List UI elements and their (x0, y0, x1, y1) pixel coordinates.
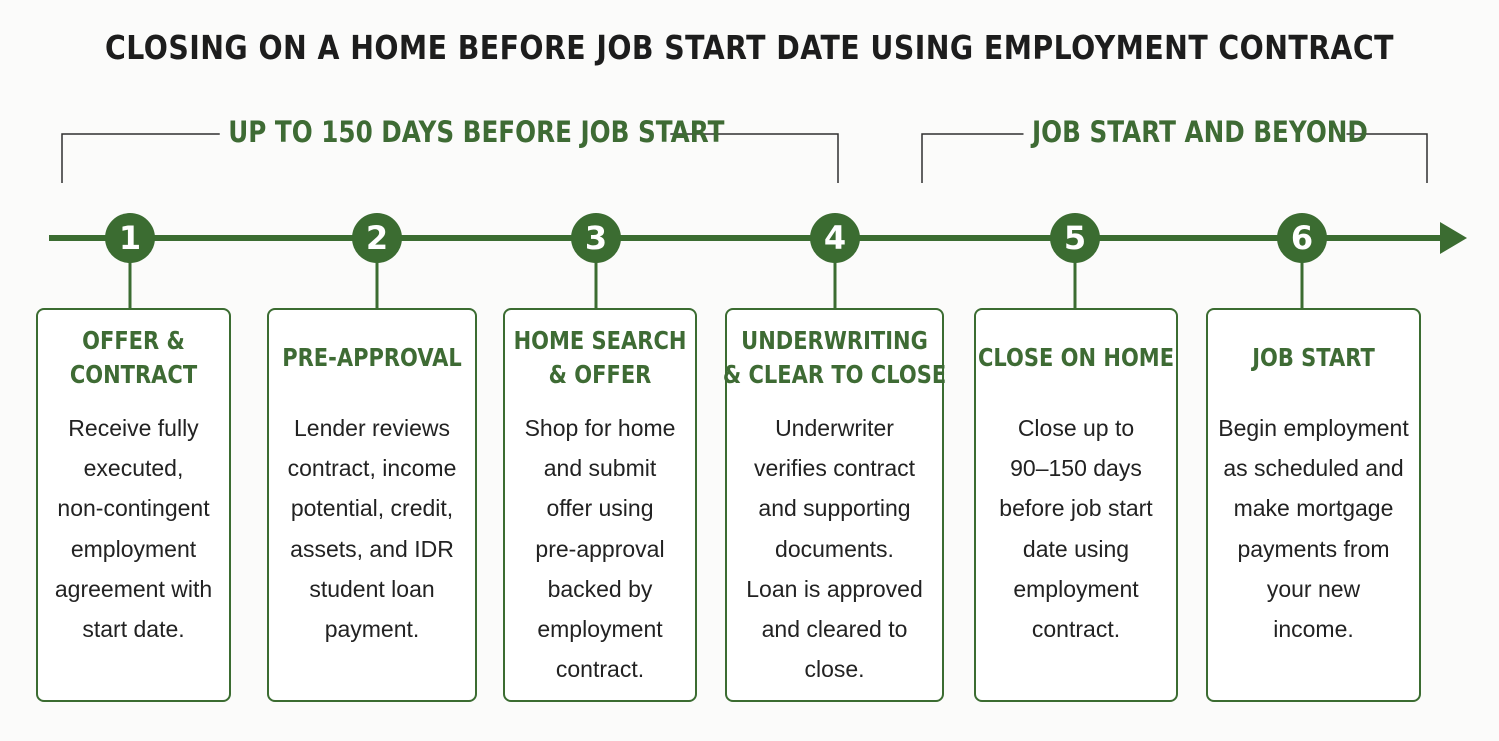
phase-label-after: JOB START AND BEYOND (1024, 112, 1347, 152)
step-2-title: PRE-APPROVAL (282, 343, 462, 372)
phase-label-before: UP TO 150 DAYS BEFORE JOB START (220, 112, 671, 152)
step-6-description: Begin employment as scheduled and make mortgage payments from your new income. (1218, 415, 1409, 643)
step-4-card (722, 308, 947, 702)
step-3-marker: 3 (571, 213, 621, 263)
step-1-card (36, 308, 231, 702)
step-2-marker: 2 (352, 213, 402, 263)
step-1-marker: 1 (105, 213, 155, 263)
step-6-marker: 6 (1277, 213, 1327, 263)
step-1-description: Receive fully executed, non-contingent employment agreement with start date. (54, 415, 213, 643)
page-title: CLOSING ON A HOME BEFORE JOB START DATE USING EMPLOYMENT CONTRACT (105, 28, 1394, 67)
step-4-description: Underwriter verifies contract and supporting documents. Loan is approved and cleared to close. (746, 415, 923, 683)
step-2-description: Lender reviews contract, income potential, credit, assets, and IDR student loan payment. (287, 415, 457, 643)
step-5-marker: 5 (1050, 213, 1100, 263)
step-4-title: UNDERWRITING & CLEAR TO CLOSE (722, 326, 947, 389)
step-1-title: OFFER & CONTRACT (69, 326, 198, 389)
step-2-card (267, 308, 477, 702)
step-5-description: Close up to 90–150 days before job start date using employment contract. (999, 415, 1153, 643)
step-4-marker: 4 (810, 213, 860, 263)
step-3-description: Shop for home and submit offer using pre-approval backed by employment contract. (524, 415, 676, 683)
step-5-title: CLOSE ON HOME (977, 343, 1175, 372)
step-6-card (1206, 308, 1421, 702)
step-3-card (503, 308, 697, 702)
step-6-title: JOB START (1252, 343, 1375, 372)
timeline-arrowhead (1440, 222, 1467, 254)
step-3-title: HOME SEARCH & OFFER (513, 326, 687, 389)
step-5-card (974, 308, 1178, 702)
